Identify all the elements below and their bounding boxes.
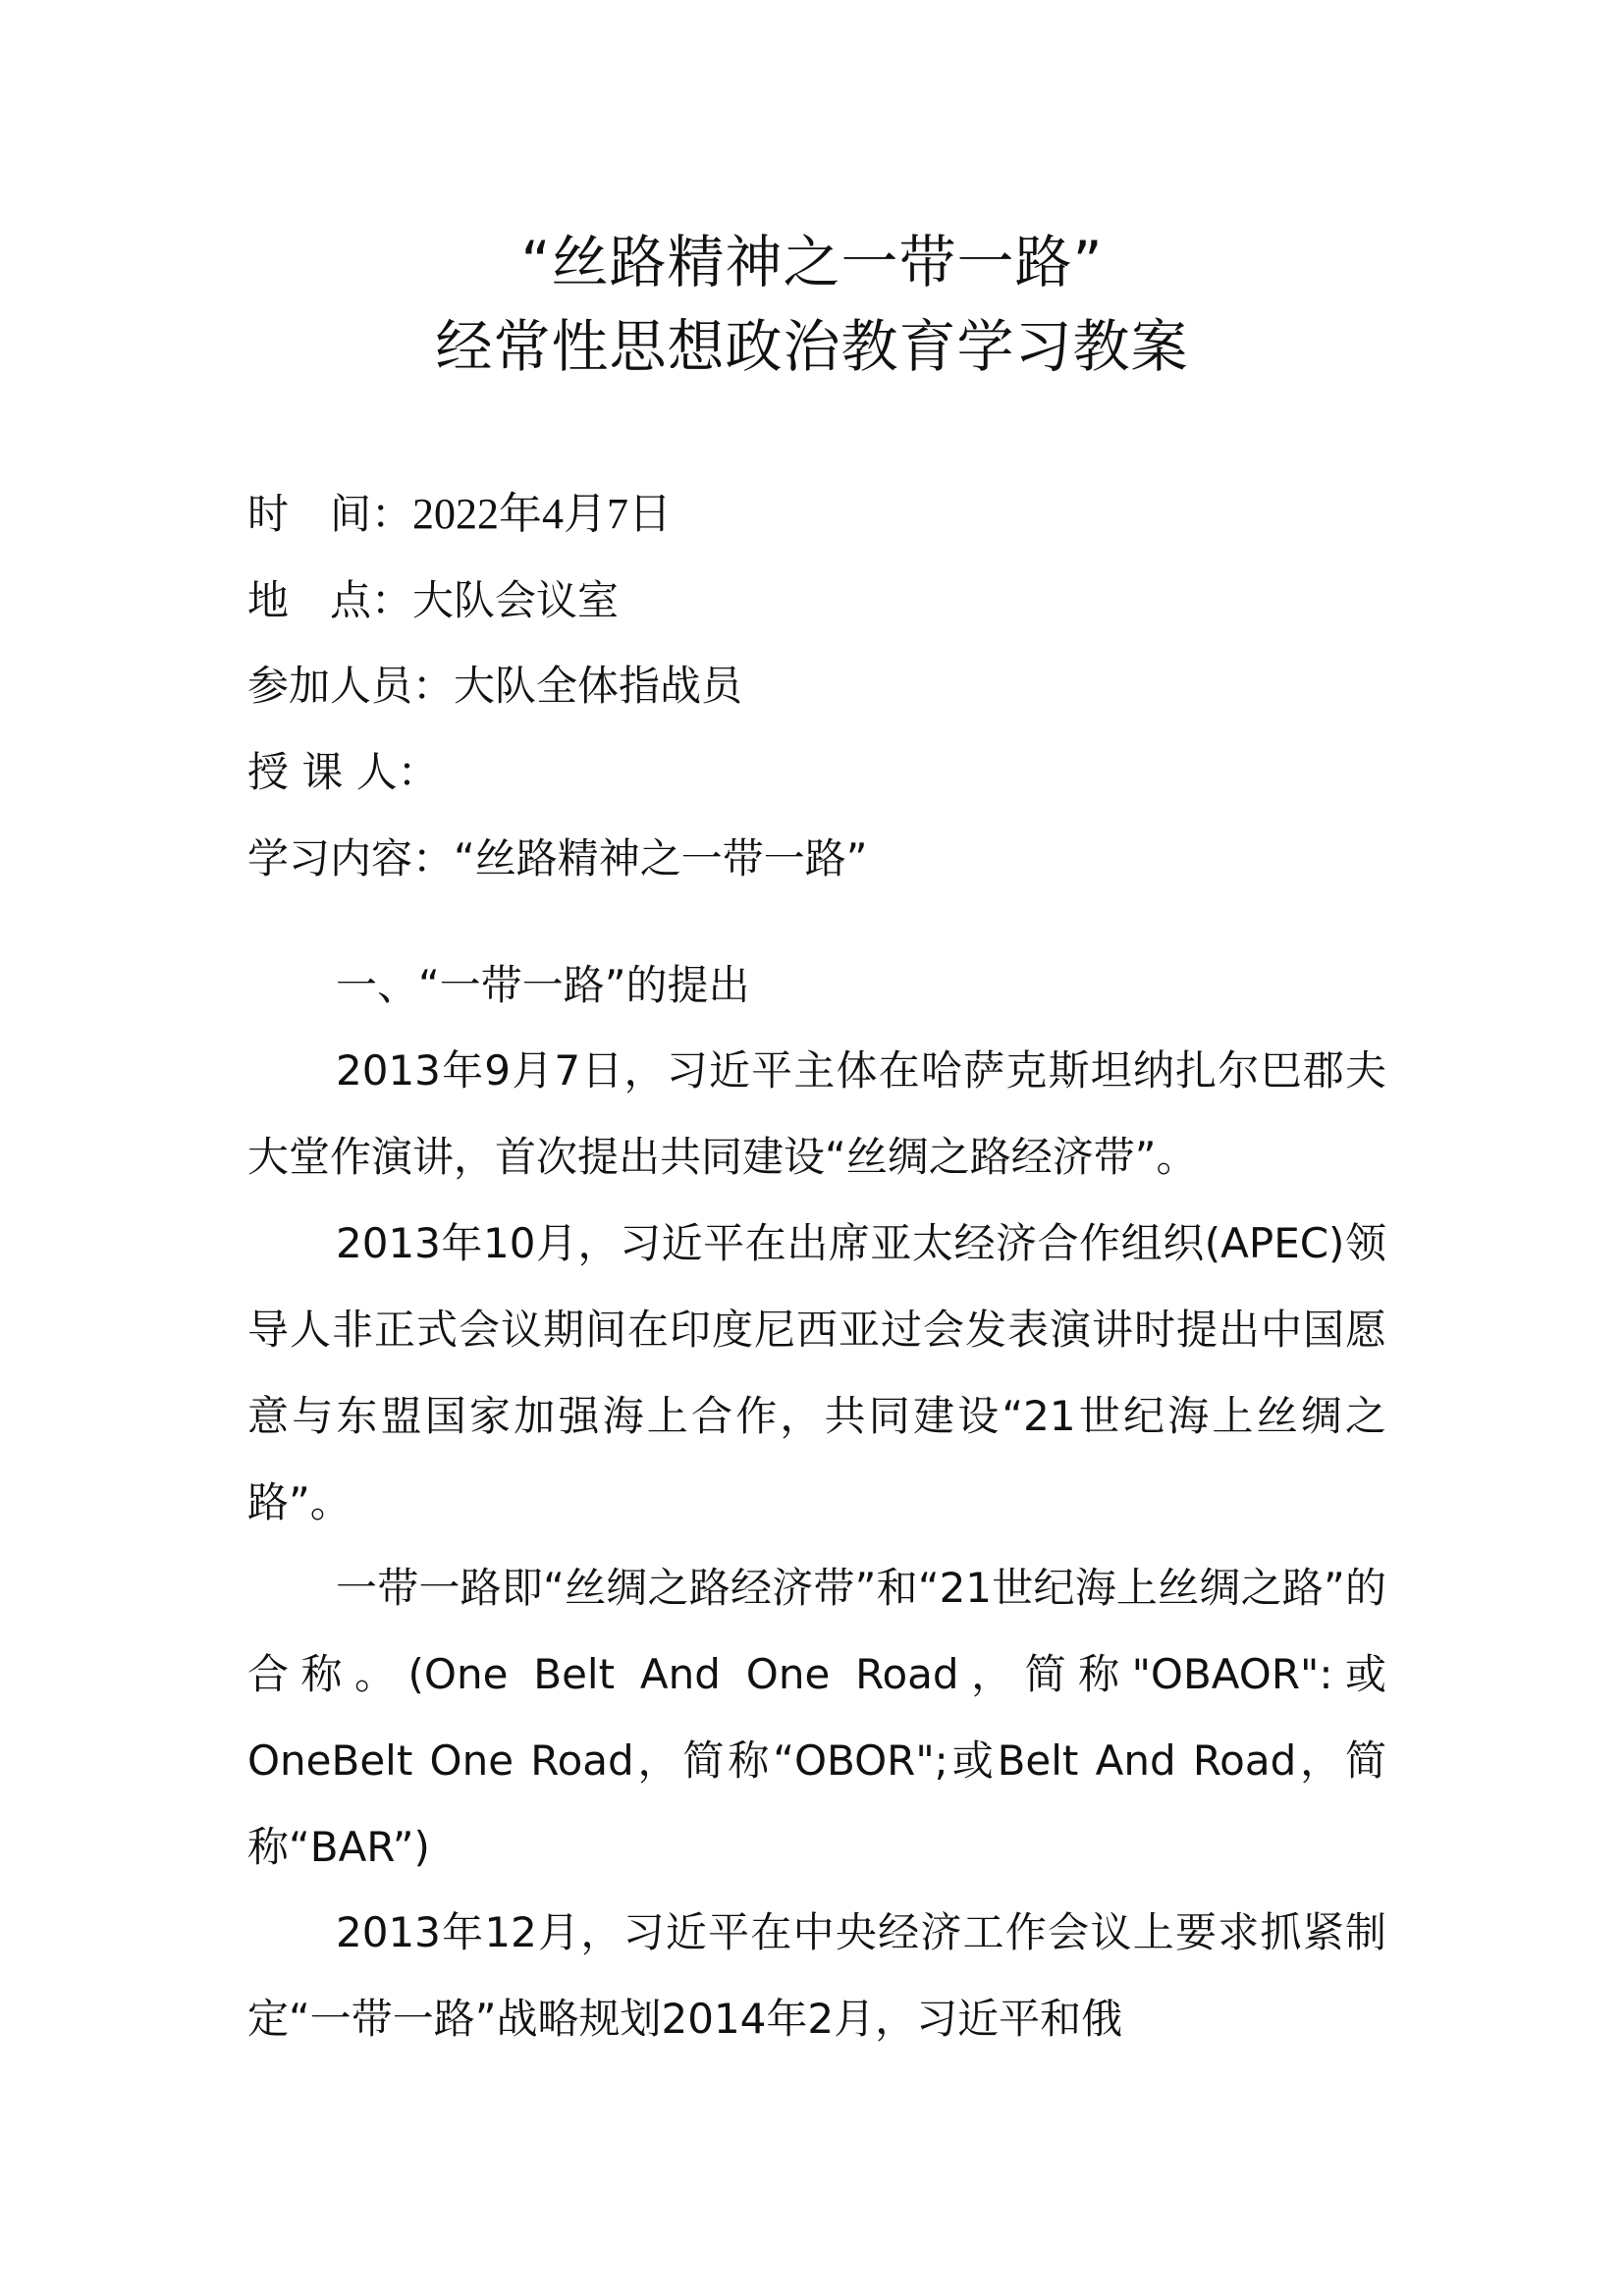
meta-content bbox=[247, 831, 868, 886]
body-paragraph-2: 2013年10月，习近平在出席亚太经济合作组织(APEC)领导人非正式会议期间在印度尼西亚过会发表演讲时提出中国愿意与东盟国家加强海上合作，共同建设“21世纪海上丝绸之路”。 bbox=[247, 1219, 1386, 1526]
meta-participants-label: 参加人员： bbox=[247, 662, 455, 710]
meta-time-value: 2022年4月7日 bbox=[412, 490, 673, 538]
body-paragraph-4: 2013年12月，习近平在中央经济工作会议上要求抓紧制定“一带一路”战略规划2014年2月，习近平和俄 bbox=[247, 1908, 1386, 2043]
meta-participants-value: 大队全体指战员 bbox=[454, 662, 743, 710]
body-paragraph-3: 一带一路即“丝绸之路经济带”和“21世纪海上丝绸之路”的合称。(One Belt And One Road，简称"OBAOR":或OneBelt One Road，简称“OBOR";或Belt And Road，简称“BAR”) bbox=[247, 1564, 1386, 1871]
meta-lecturer-label: 授 课 人： bbox=[247, 748, 439, 796]
meta-place bbox=[247, 573, 619, 628]
meta-content-label: 学习内容： bbox=[247, 834, 455, 882]
document-title-line1: “丝路精神之一带一路” bbox=[520, 229, 1104, 295]
meta-time bbox=[247, 487, 672, 542]
section-heading-1: 一、“一带一路”的提出 bbox=[336, 961, 750, 1009]
meta-place-value: 大队会议室 bbox=[412, 576, 620, 624]
meta-place-label: 地 点： bbox=[247, 576, 413, 624]
meta-lecturer bbox=[247, 745, 439, 800]
document-title-line2: 经常性思想政治教育学习教案 bbox=[435, 313, 1189, 380]
body-paragraph-1: 2013年9月7日，习近平主体在哈萨克斯坦纳扎尔巴郡夫大堂作演讲，首次提出共同建设“丝绸之路经济带”。 bbox=[247, 1046, 1386, 1181]
meta-content-value: “丝路精神之一带一路” bbox=[454, 834, 868, 882]
meta-time-label: 时 间： bbox=[247, 490, 413, 538]
meta-participants bbox=[247, 659, 742, 714]
